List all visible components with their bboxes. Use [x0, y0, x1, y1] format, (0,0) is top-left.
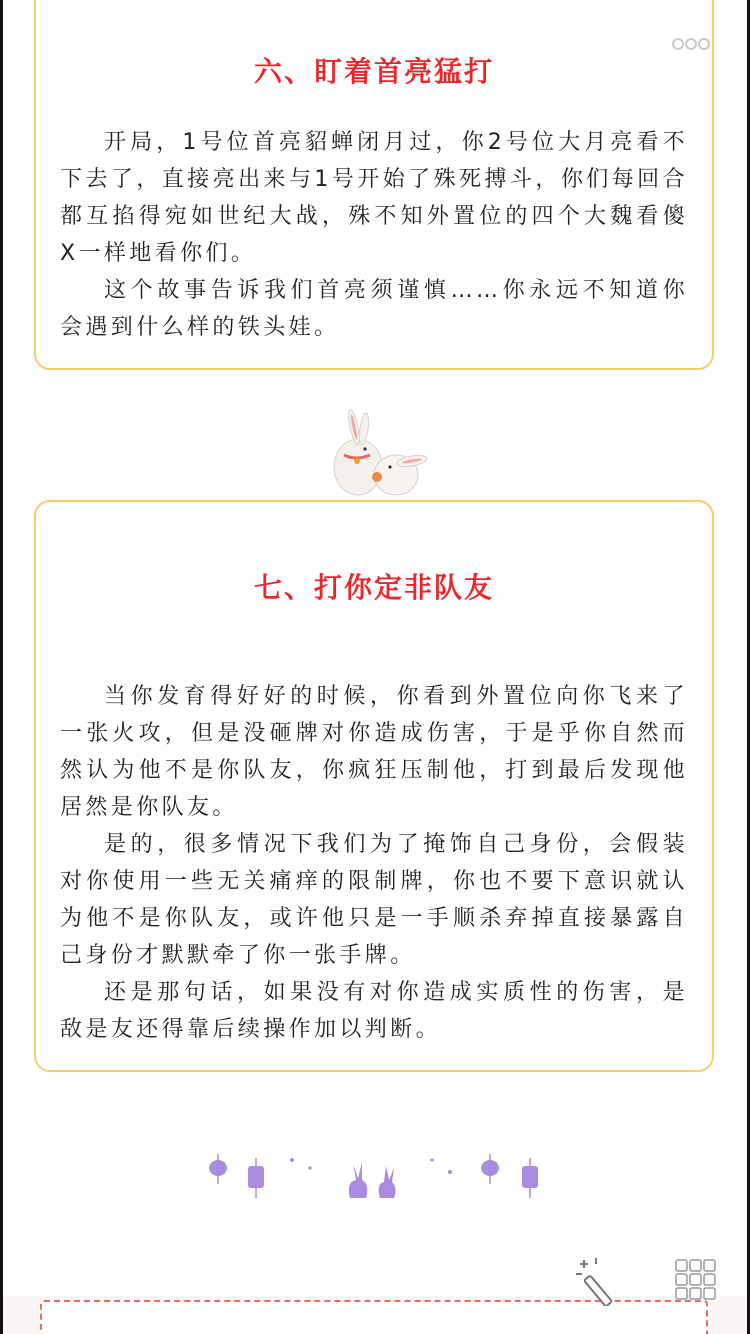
paragraph: 当你发育得好好的时候，你看到外置位向你飞来了一张火攻，但是没砸牌对你造成伤害，于是乎你自然而然认为他不是你队友，你疯狂压制他，打到最后发现他居然是你队友。	[60, 684, 688, 820]
section-card-6	[34, 0, 714, 370]
screen-edge-left	[0, 0, 3, 1334]
section-body	[60, 124, 688, 346]
section-title: 七、打你定非队友	[253, 571, 494, 604]
paragraph: 是的，很多情况下我们为了掩饰自己身份，会假装对你使用一些无关痛痒的限制牌，你也不要下意识就认为他不是你队友，或许他只是一手顺杀弃掉直接暴露自己身份才默默牵了你一张手牌。	[60, 832, 688, 968]
section-title: 六、盯着首亮猛打	[253, 55, 494, 88]
section-card-7	[34, 500, 714, 1072]
paragraph: 还是那句话，如果没有对你造成实质性的伤害，是敌是友还得靠后续操作加以判断。	[60, 980, 688, 1042]
lantern-rabbit-divider-icon	[200, 1150, 550, 1210]
more-dots-icon[interactable]	[672, 38, 710, 50]
paragraph: 开局，1号位首亮貂蝉闭月过，你2号位大月亮看不下去了，直接亮出来与1号开始了殊死搏斗，你们每回合都互掐得宛如世纪大战，殊不知外置位的四个大魏看傻X一样地看你们。	[60, 130, 688, 266]
section-body	[60, 678, 688, 1048]
paragraph: 这个故事告诉我们首亮须谨慎……你永远不知道你会遇到什么样的铁头娃。	[60, 278, 688, 340]
grid-menu-icon[interactable]	[674, 1258, 718, 1302]
magic-wand-icon[interactable]	[574, 1256, 624, 1306]
rabbit-couple-icon	[320, 405, 430, 500]
